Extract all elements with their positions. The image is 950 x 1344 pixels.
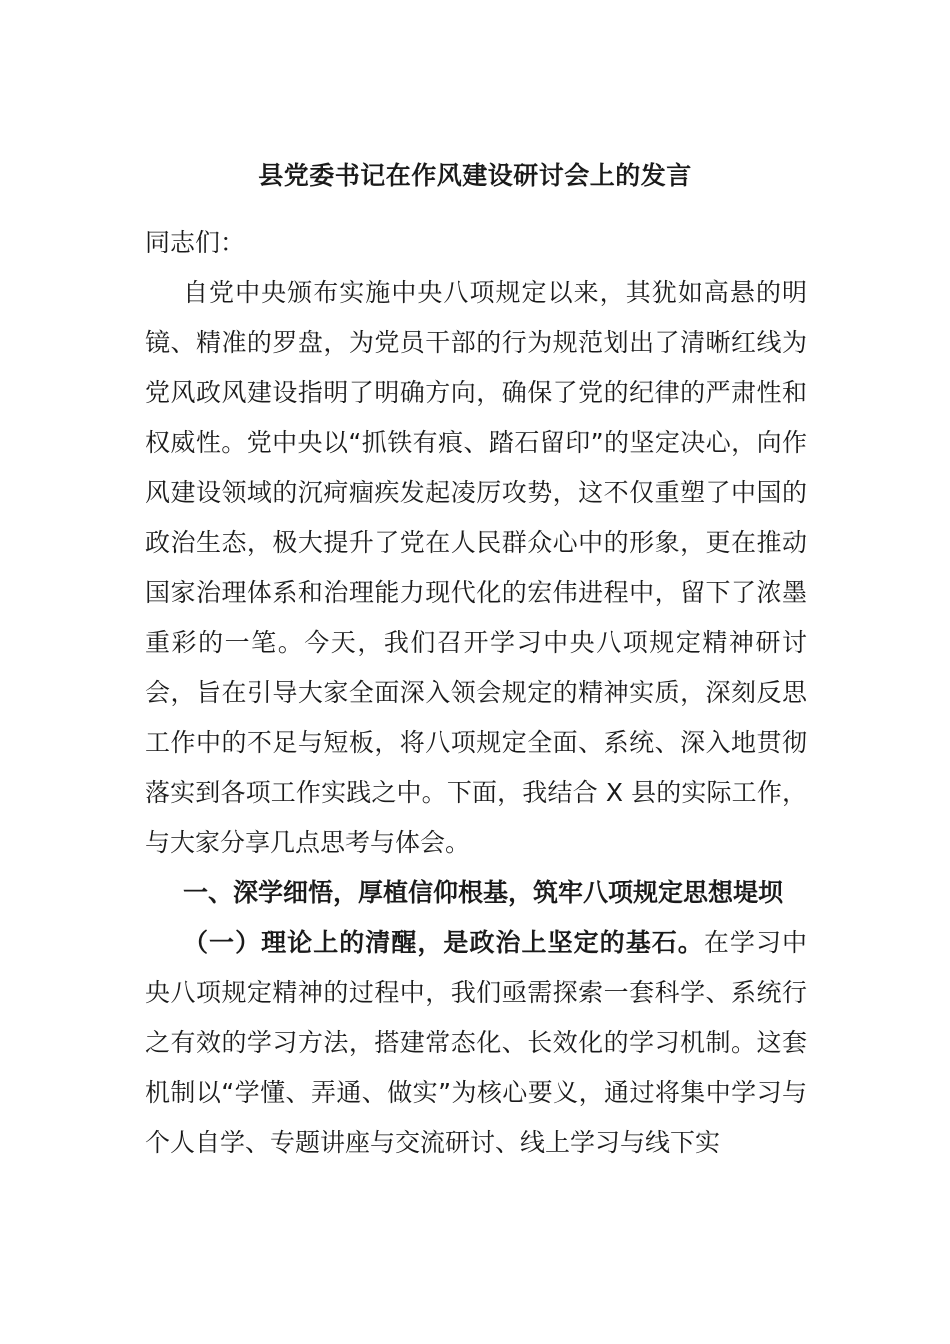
salutation: 同志们： bbox=[145, 228, 246, 257]
paragraph-subsection-1 bbox=[145, 918, 807, 1168]
document-title: 县党委书记在作风建设研讨会上的发言 bbox=[258, 161, 692, 190]
subsection-heading-1: （一）理论上的清醒，是政治上坚定的基石。 bbox=[183, 928, 704, 957]
paragraph-intro: 自党中央颁布实施中央八项规定以来，其犹如高悬的明镜、精准的罗盘，为党员干部的行为规范划出了清晰红线为党风政风建设指明了明确方向，确保了党的纪律的严肃性和权威性。党中央以“抓铁有痕、踏石留印”的坚定决心，向作风建设领域的沉疴痼疾发起凌厉攻势，这不仅重塑了中国的政治生态，极大提升了党在人民群众心中的形象，更在推动国家治理体系和治理能力现代化的宏伟进程中，留下了浓墨重彩的一笔。今天，我们召开学习中央八项规定精神研讨会，旨在引导大家全面深入领会规定的精神实质，深刻反思工作中的不足与短板，将八项规定全面、系统、深入地贯彻落实到各项工作实践之中。下面，我结合 X 县的实际工作，与大家分享几点思考与体会。 bbox=[145, 278, 807, 857]
section-heading-1: 一、深学细悟，厚植信仰根基，筑牢八项规定思想堤坝 bbox=[183, 878, 784, 907]
document-body bbox=[145, 218, 807, 1168]
subsection-text-1: 在学习中央八项规定精神的过程中，我们亟需探索一套科学、系统行之有效的学习方法，搭建常态化、长效化的学习机制。这套机制以“学懂、弄通、做实”为核心要义，通过将集中学习与个人自学、专题讲座与交流研讨、线上学习与线下实 bbox=[145, 928, 807, 1157]
